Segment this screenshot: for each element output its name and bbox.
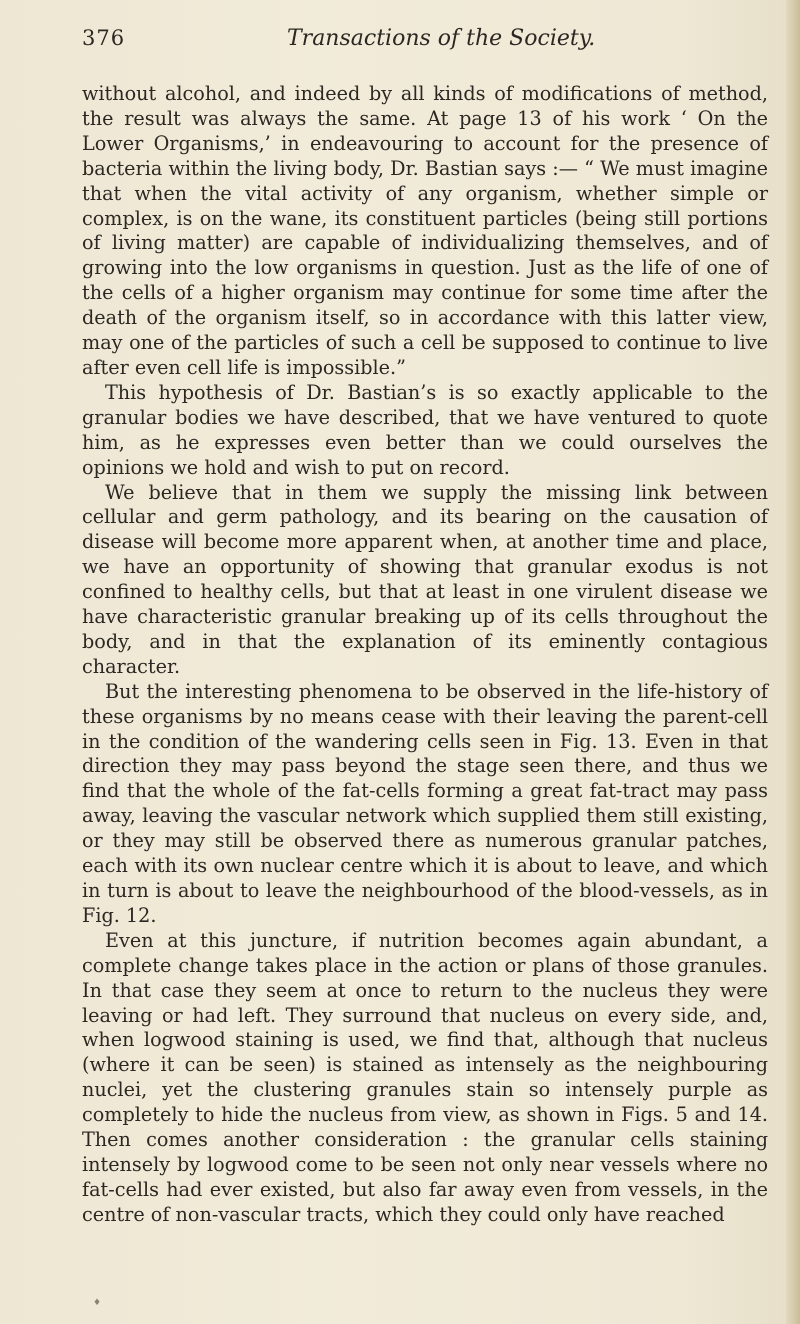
- paragraph-continuation: without alcohol, and indeed by all kinds of modifications of method, the result was always the same. At page 13 of his work ‘ On the Lower Organisms,’ in endeavouring to account for the presence of bacteria within the living body, Dr. Bastian says :— “ We must imagine that when the vital activity of any organism, whether simple or complex, is on the wane, its constituent particles (being still portions of living matter) are capable of individualizing themselves, and of growing into the low organisms in question. Just as the life of one of the cells of a higher organism may continue for some time after the death of the organism itself, so in accordance with this latter view, may one of the particles of such a cell be supposed to continue to live after even cell life is impossible.”: [82, 82, 768, 379]
- body-text: [82, 82, 768, 1228]
- printer-mark: ♦: [93, 1298, 102, 1308]
- paragraph-bastian-hypothesis: This hypothesis of Dr. Bastian’s is so exactly applicable to the granular bodies we have described, that we have ventured to quote him, as he expresses even better than we could ourselves the opinions we hold and wish to put on record.: [82, 380, 768, 479]
- page-number: 376: [82, 26, 126, 50]
- paragraph-nutrition: Even at this juncture, if nutrition becomes again abundant, a complete change takes place in the action or plans of those granules. In that case they seem at once to return to the nucleus they were leaving or had left. They surround that nucleus on every side, and, when logwood staining is used, we find that, although that nucleus (where it can be seen) is stained as intensely as the neighbouring nuclei, yet the clustering granules stain so intensely purple as completely to hide the nucleus from view, as shown in Figs. 5 and 14. Then comes another consideration : the granular cells staining intensely by logwood come to be seen not only near vessels where no fat-cells had ever existed, but also far away even from vessels, in the centre of non-vascular tracts, which they could only have reached: [82, 928, 768, 1226]
- paragraph-missing-link: We believe that in them we supply the missing link between cellular and germ pathology, and its bearing on the causation of disease will become more apparent when, at another time and place, we have an opportunity of showing that granular exodus is not confined to healthy cells, but that at least in one virulent disease we have characteristic granular breaking up of its cells throughout the body, and in that the explanation of its eminently contagious character.: [82, 480, 768, 678]
- page-header: [82, 26, 722, 60]
- paragraph-life-history: But the interesting phenomena to be observed in the life-history of these organisms by no means cease with their leaving the parent-cell in the condition of the wandering cells seen in Fig. 13. Even in that direction they may pass beyond the stage seen there, and thus we find that the whole of the fat-cells forming a great fat-tract may pass away, leaving the vascular network which supplied them still existing, or they may still be observed there as numerous granular patches, each with its own nuclear centre which it is about to leave, and which in turn is about to leave the neighbourhood of the blood-vessels, as in Fig. 12.: [82, 679, 768, 927]
- page-edge: [786, 0, 800, 1324]
- running-head: Transactions of the Society.: [287, 26, 596, 51]
